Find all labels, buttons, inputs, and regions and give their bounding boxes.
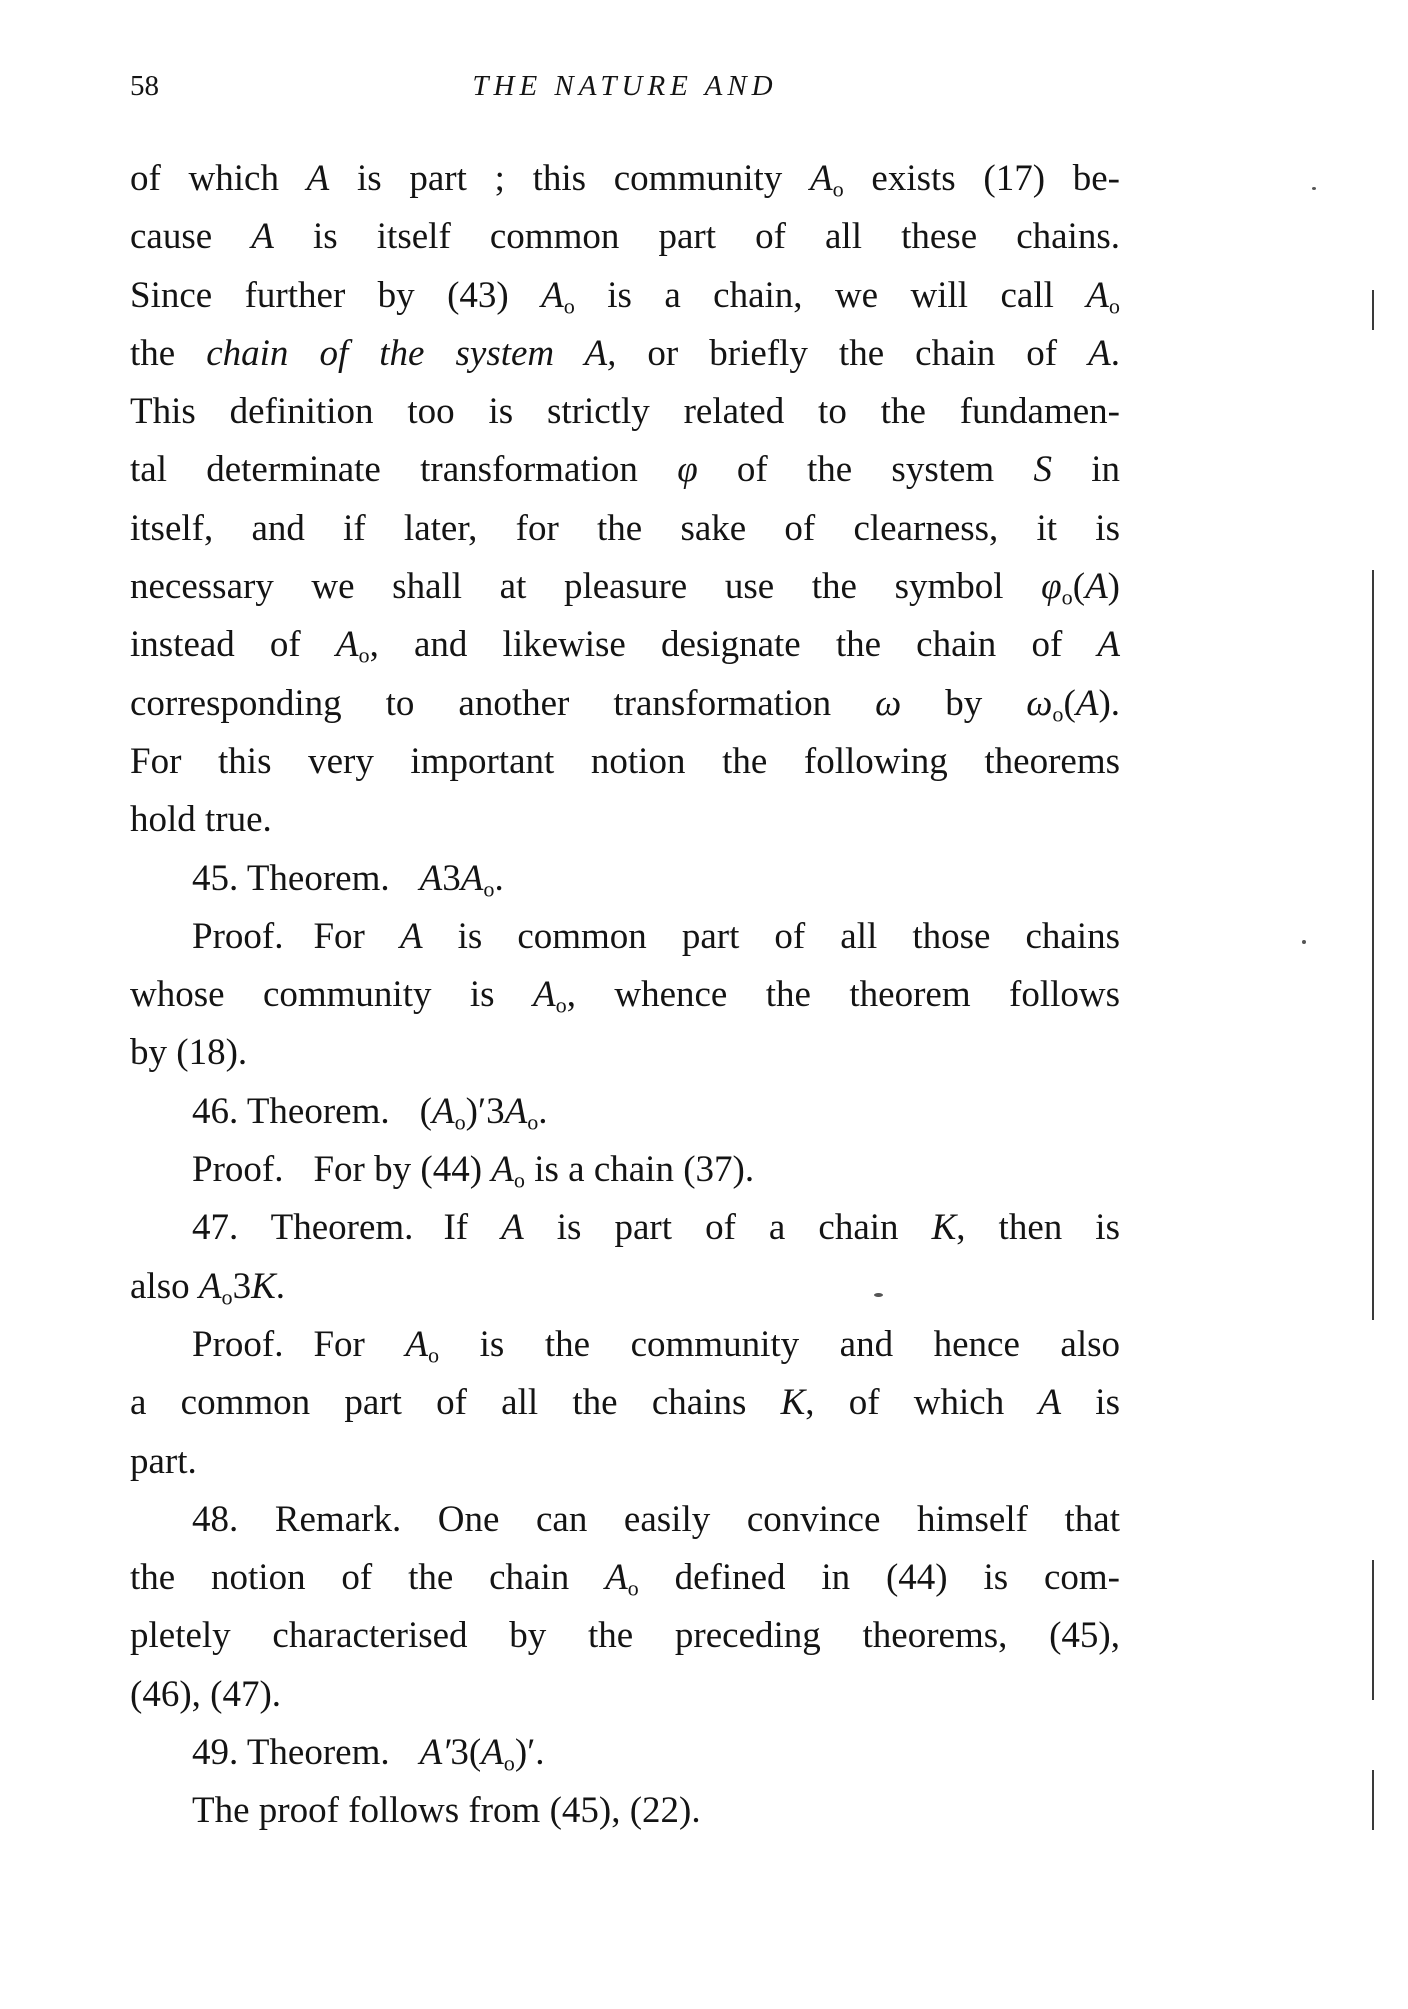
page-header	[130, 70, 1120, 112]
text-line: a common part of all the chains K, of which A is	[130, 1382, 1120, 1424]
text-line: itself, and if later, for the sake of clearness, it is	[130, 507, 1120, 549]
text-line: This definition too is strictly related to the fundamen-	[130, 391, 1120, 433]
text-line: the chain of the system A, or briefly the chain of A.	[130, 332, 1121, 374]
text-line: Since further by (43) $A_o$ is a chain, we will call $A_o$	[130, 274, 1120, 319]
scan-speck	[874, 1293, 883, 1297]
proof-45: Proof. For A is common part of all those chains	[192, 915, 1120, 957]
text-line: (46), (47).	[130, 1673, 282, 1715]
text-line: tal determinate transformation φ of the system S in	[130, 449, 1120, 491]
page-body	[130, 150, 1120, 1841]
text-line: hold true.	[130, 799, 272, 841]
text-line: whose community is $A_o$, whence the theorem follows	[130, 974, 1121, 1018]
theorem-47: 47. Theorem. If A is part of a chain K, then is	[192, 1207, 1120, 1249]
text-line: pletely characterised by the preceding theorems, (45),	[130, 1615, 1120, 1657]
text-line: part.	[130, 1440, 197, 1482]
proof-49: The proof follows from (45), (22).	[192, 1790, 701, 1832]
proof-47: Proof. For $A_o$ is the community and hence also	[192, 1323, 1120, 1368]
text-line: corresponding to another transformation ω by $\omega_o(A)$.	[130, 682, 1121, 727]
text-line: of which A is part ; this community $A_o$ exists (17) be-	[130, 158, 1121, 202]
scan-mark	[1372, 290, 1374, 330]
text-line: the notion of the chain $A_o$ defined in (44) is com-	[130, 1557, 1120, 1601]
running-title: THE NATURE AND	[472, 70, 778, 102]
scan-mark	[1372, 1560, 1374, 1700]
scan-mark	[1372, 1770, 1374, 1830]
text-line: also $A_o3K$.	[130, 1265, 285, 1310]
page-number: 58	[130, 70, 159, 102]
theorem-45: 45. Theorem. $A3A_o$.	[192, 857, 504, 902]
scan-mark	[1372, 570, 1374, 1040]
scan-mark	[1372, 1040, 1374, 1320]
scan-speck	[1312, 187, 1316, 190]
text-line: cause A is itself common part of all these chains.	[130, 216, 1120, 258]
theorem-46: 46. Theorem. $(A_o)'3A_o$.	[192, 1090, 548, 1135]
remark-48: 48. Remark. One can easily convince himself that	[192, 1498, 1120, 1540]
text-line: instead of $A_o$, and likewise designate the chain of A	[130, 624, 1121, 669]
theorem-49: 49. Theorem. $A'3(A_o)'$.	[192, 1732, 545, 1776]
text-line: necessary we shall at pleasure use the symbol $\varphi_o(A)$	[130, 566, 1120, 610]
text-line: by (18).	[130, 1032, 248, 1074]
scan-speck	[1302, 940, 1306, 944]
proof-46: Proof. For by (44) $A_o$ is a chain (37).	[192, 1149, 755, 1193]
text-line: For this very important notion the following theorems	[130, 740, 1120, 782]
